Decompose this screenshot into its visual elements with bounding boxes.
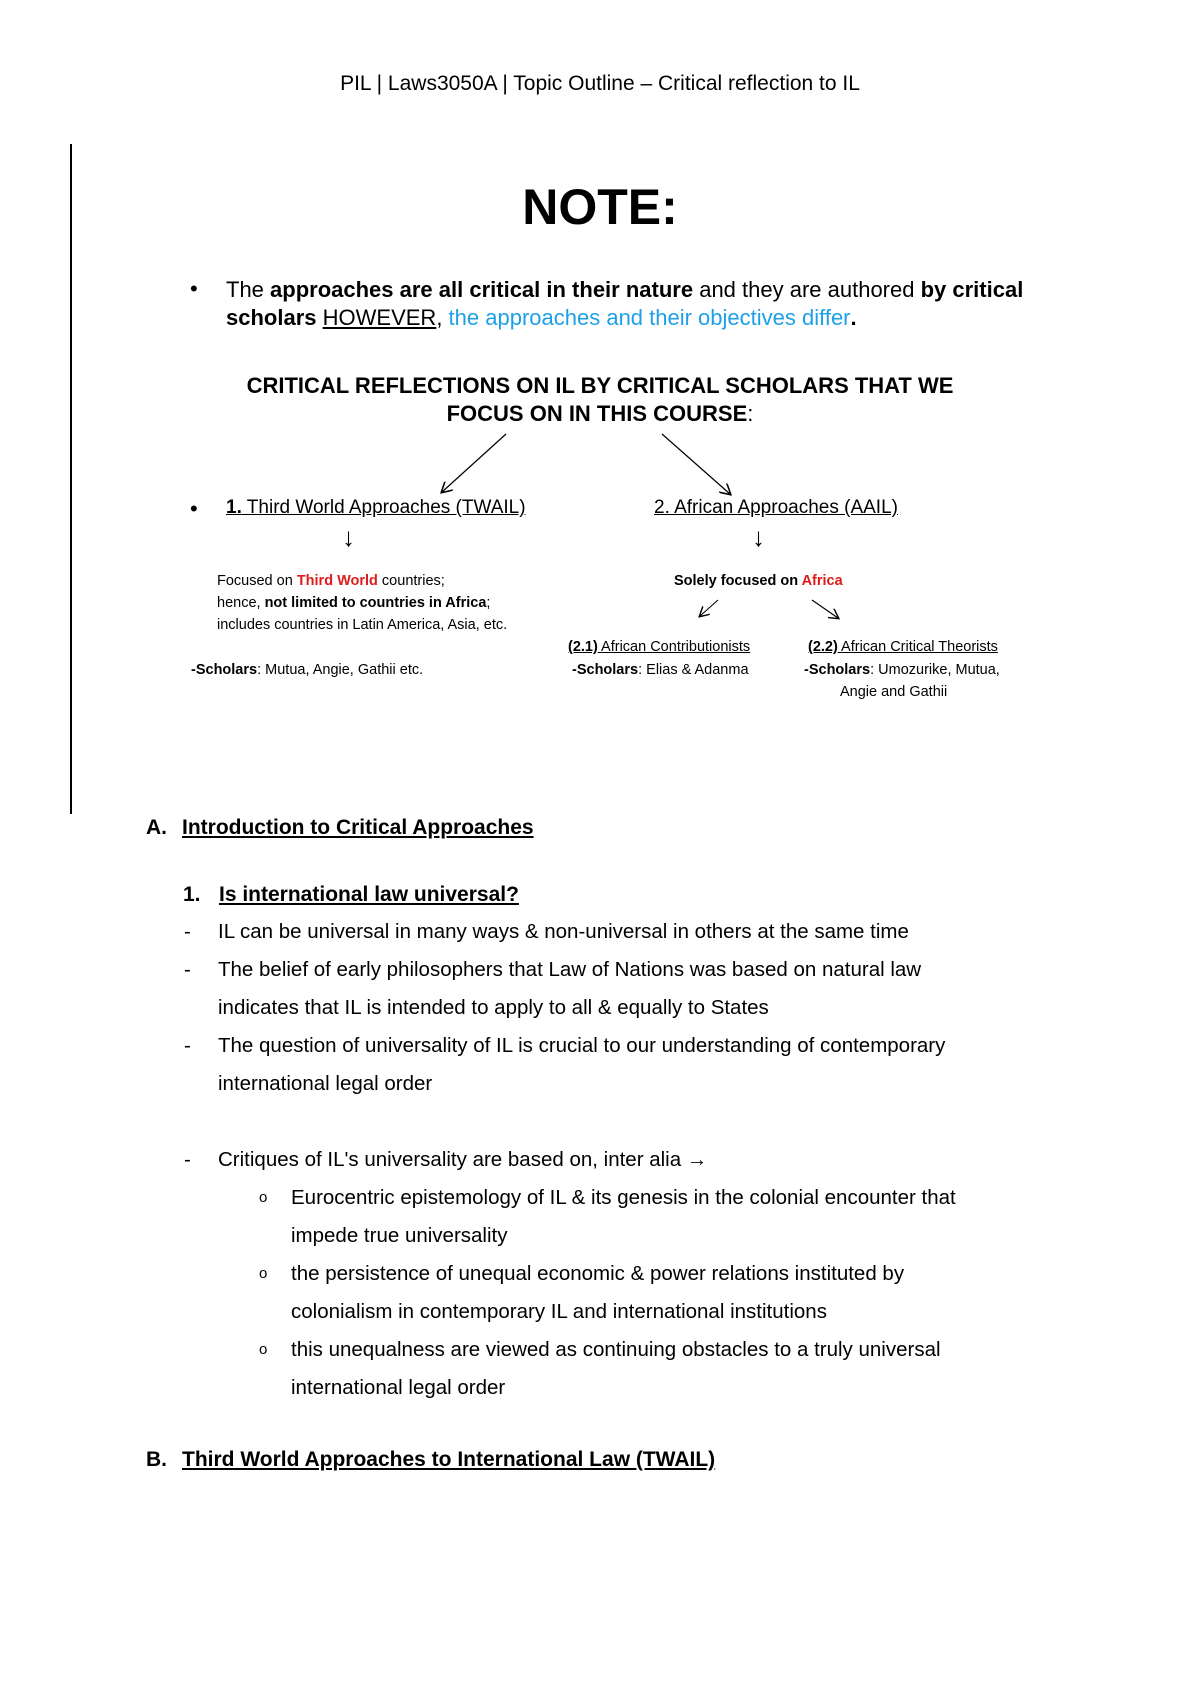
page-header: PIL | Laws3050A | Topic Outline – Critical reflection to IL (340, 72, 860, 95)
aail-focus: Solely focused on Africa (674, 573, 843, 589)
list-item: - The question of universality of IL is crucial to our understanding of contemporary international legal order (184, 1034, 946, 1095)
diagram-bullet: • (190, 496, 198, 521)
note-blue-text: the approaches and their objectives differ (448, 305, 851, 330)
twail-down-arrow-icon: ↓ (342, 522, 355, 552)
sub-list-item: o Eurocentric epistemology of IL & its genesis in the colonial encounter that impede true universality (259, 1186, 956, 1247)
african-critical-theorists: (2.2) African Critical Theorists (808, 639, 998, 655)
arrow-to-twail (442, 434, 506, 492)
list-item: - The belief of early philosophers that Law of Nations was based on natural law indicates that IL is intended to apply to all & equally to States (184, 958, 922, 1019)
crit-title-line1: CRITICAL REFLECTIONS ON IL BY CRITICAL SCHOLARS THAT WE (246, 373, 954, 398)
aail-down-arrow-icon: ↓ (752, 522, 765, 552)
twail-heading: 1. Third World Approaches (TWAIL) (226, 497, 526, 518)
arrow-to-contributionists (700, 600, 718, 616)
sub-list-item: o this unequalness are viewed as continuing obstacles to a truly universal international legal order (259, 1338, 941, 1399)
arrow-to-aail (662, 434, 730, 494)
critical-theorists-scholars: -Scholars: Umozurike, Mutua, Angie and Gathii (804, 662, 1000, 700)
list-item: - Critiques of IL's universality are based on, inter alia → (184, 1148, 708, 1171)
section-b-title: Third World Approaches to International Law (TWAIL) (182, 1448, 716, 1471)
note-part-bold: approaches are all critical in their nature (270, 277, 694, 302)
note-part: The (226, 277, 271, 302)
arrow-to-critical-theorists (812, 600, 838, 618)
contributionists-scholars: -Scholars: Elias & Adanma (572, 662, 749, 678)
section-b-letter: B. (146, 1448, 167, 1471)
aail-heading: 2. African Approaches (AAIL) (654, 497, 898, 518)
note-part: and they are authored (693, 277, 921, 302)
note-bullet: • (190, 276, 198, 301)
sub-list-item: o the persistence of unequal economic & power relations instituted by colonialism in contemporary IL and international institutions (259, 1262, 905, 1323)
list-item: - IL can be universal in many ways & non-universal in others at the same time (184, 920, 909, 943)
section-a-title: Introduction to Critical Approaches (182, 816, 534, 839)
section-a-letter: A. (146, 816, 167, 839)
twail-scholars: -Scholars: Mutua, Angie, Gathii etc. (191, 662, 424, 678)
note-part-bold: by critical scholars (226, 277, 1024, 330)
twail-description: Focused on Third World countries; hence, not limited to countries in Africa; includes countries in Latin America, Asia, etc. (217, 573, 508, 633)
subsection-1-title: Is international law universal? (219, 883, 519, 906)
crit-title-line2: FOCUS ON IN THIS COURSE: (446, 401, 754, 426)
note-part: , (436, 305, 449, 330)
subsection-1-number: 1. (183, 883, 201, 906)
note-part: . (850, 305, 857, 330)
universality-list (184, 913, 956, 1407)
african-contributionists: (2.1) African Contributionists (568, 639, 751, 655)
note-however: HOWEVER (322, 305, 437, 330)
note-title: NOTE: (522, 179, 678, 235)
critique-sublist (218, 1179, 956, 1407)
right-arrow-icon: → (686, 1148, 708, 1171)
